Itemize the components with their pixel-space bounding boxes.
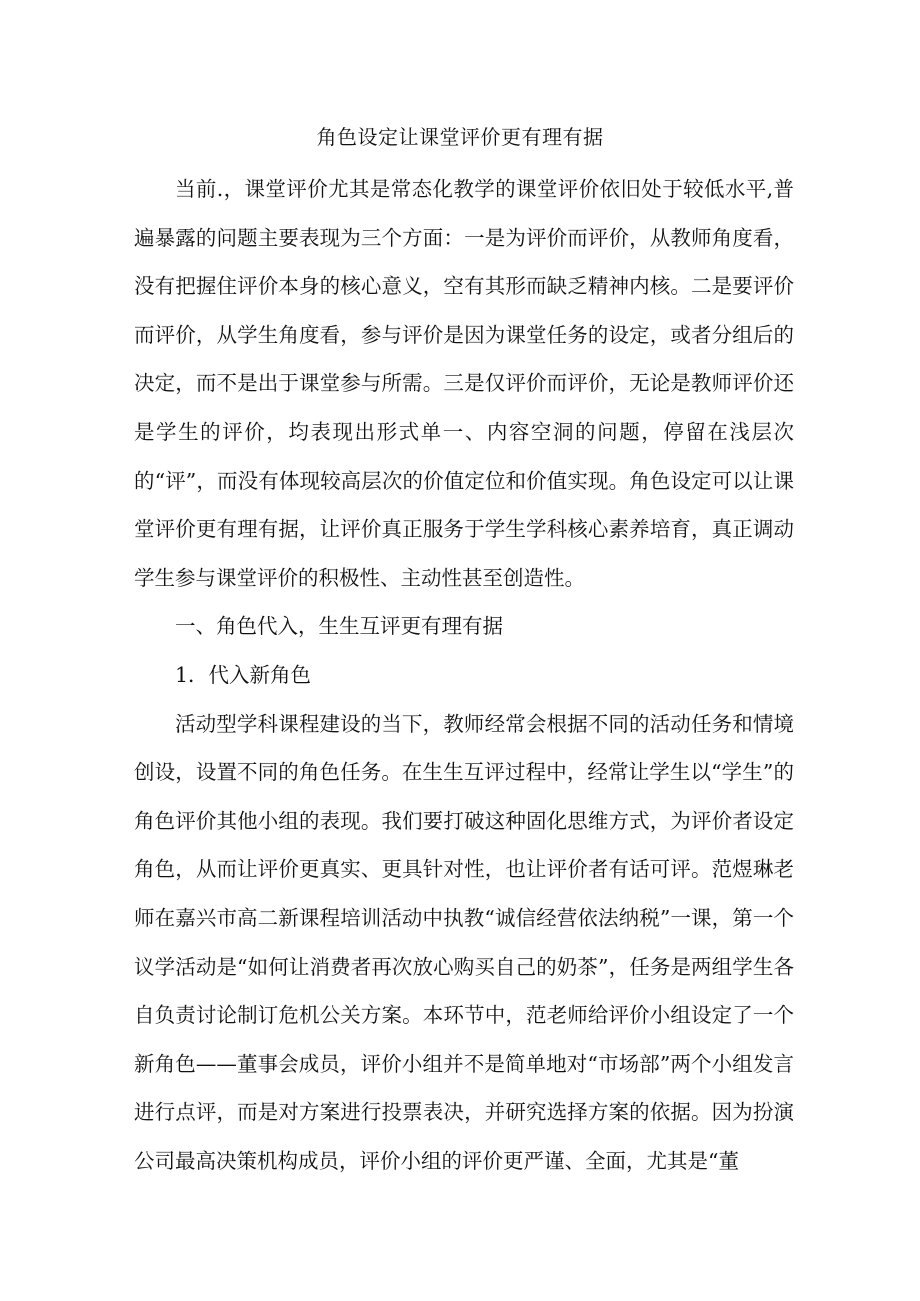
document-body (134, 165, 794, 1185)
paragraph-intro: 当前.，课堂评价尤其是常态化教学的课堂评价依旧处于较低水平,普遍暴露的问题主要表现为三个方面：一是为评价而评价，从教师角度看，没有把握住评价本身的核心意义，空有其形而缺乏精神内核。二是要评价而评价，从学生角度看，参与评价是因为课堂任务的设定，或者分组后的决定，而不是出于课堂参与所需。三是仅评价而评价，无论是教师评价还是学生的评价，均表现出形式单一、内容空洞的问题，停留在浅层次的“评”，而没有体现较高层次的价值定位和价值实现。角色设定可以让课堂评价更有理有据，让评价真正服务于学生学科核心素养培育，真正调动学生参与课堂评价的积极性、主动性甚至创造性。 (134, 177, 794, 590)
document-title: 角色设定让课堂评价更有理有据 (316, 125, 604, 149)
paragraph-body: 活动型学科课程建设的当下，教师经常会根据不同的活动任务和情境创设，设置不同的角色任务。在生生互评过程中，经常让学生以“学生”的角色评价其他小组的表现。我们要打破这种固化思维方式，为评价者设定角色，从而让评价更真实、更具针对性，也让评价者有话可评。范煜琳老师在嘉兴市高二新课程培训活动中执教“诚信经营依法纳税”一课，第一个议学活动是“如何让消费者再次放心购买自己的奶茶”，任务是两组学生各自负责讨论制订危机公关方案。本环节中，范老师给评价小组设定了一个新角色——董事会成员，评价小组并不是简单地对“市场部”两个小组发言进行点评，而是对方案进行投票表决，并研究选择方案的依据。因为扮演公司最高决策机构成员，评价小组的评价更严谨、全面，尤其是“董 (134, 711, 794, 1173)
subsection-heading: 1．代入新角色 (175, 662, 312, 687)
section-heading: 一、角色代入，生生互评更有理有据 (175, 614, 503, 639)
